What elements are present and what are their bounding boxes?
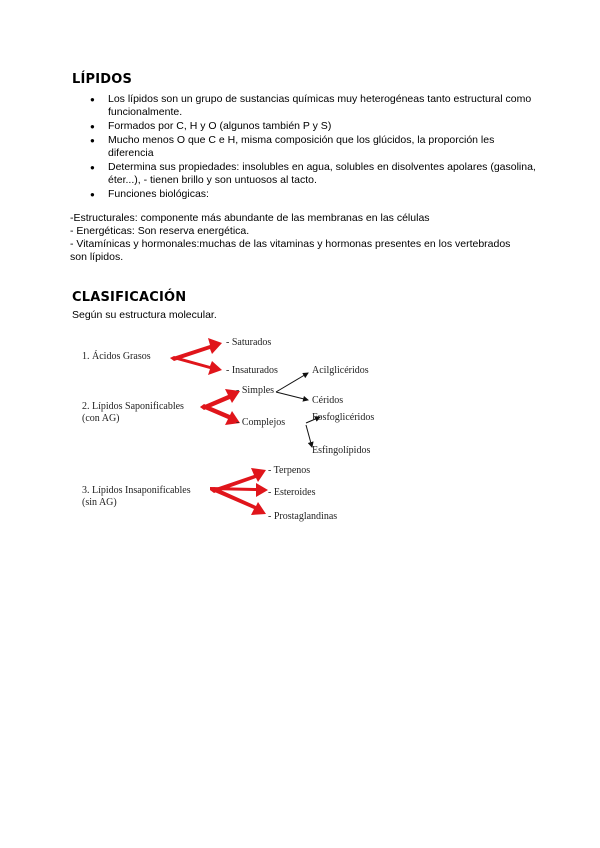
item-ceridos: Céridos [312,395,344,406]
red-arrow-group-3 [210,468,268,515]
item-fosfogliceridos: Fosfoglicéridos [312,412,375,423]
simples-to-acilgliceridos-arrow [276,373,308,392]
item-saturados: - Saturados [226,337,272,348]
red-arrow-group-1 [170,338,222,375]
funcion-estructurales: -Estructurales: componente más abundante de las membranas en las células [70,212,430,224]
section-title-lipidos: LÍPIDOS [72,72,133,87]
funcion-vitaminicas: - Vitamínicas y hormonales:muchas de las vitaminas y hormonas presentes en los vertebrados son lípidos. [70,238,511,263]
group-2-label: 2. Lípidos Saponificables [82,401,184,412]
funciones-list [70,212,530,264]
item-prostaglandinas: - Prostaglandinas [268,511,338,522]
complejos-to-esfingolipidos-arrow [306,425,312,447]
bullet-item: ● Funciones biológicas: [90,188,540,201]
clasificacion-subtitle: Según su estructura molecular. [72,309,217,321]
bullet-item: ● Mucho menos O que C e H, misma composición que los glúcidos, la proporción les diferencia [90,134,540,160]
group-1-label: 1. Ácidos Grasos [82,351,151,362]
section-title-clasificacion: CLASIFICACIÓN [72,290,187,305]
item-insaturados: - Insaturados [226,365,278,376]
item-acilgliceridos: Acilglicéridos [312,365,369,376]
bullet-item: ● Los lípidos son un grupo de sustancias químicas muy heterogéneas tanto estructural como funcionalmente. [90,93,540,119]
bullet-item: ● Determina sus propiedades: insolubles en agua, solubles en disolventes apolares (gasolina, éter...), - tienen brillo y son untuosos al tacto. [90,161,540,187]
item-complejos: - Complejos [236,417,286,428]
bullet-item: ● Formados por C, H y O (algunos también P y S) [90,120,540,133]
group-3-sublabel: (sin AG) [82,497,117,508]
clasificacion-diagram [70,325,450,530]
item-terpenos: - Terpenos [268,465,311,476]
group-3-label: 3. Lípidos Insaponificables [82,485,191,496]
item-esteroides: - Esteroides [268,487,316,498]
red-arrow-group-2 [200,389,240,425]
item-simples: - Simples [236,385,275,396]
group-2-sublabel: (con AG) [82,413,120,424]
item-esfingolipidos: Esfingolípidos [312,445,371,456]
funcion-energeticas: - Energéticas: Son reserva energética. [70,225,250,237]
lipidos-bullet-list [90,93,540,202]
simples-to-ceridos-arrow [276,392,308,400]
